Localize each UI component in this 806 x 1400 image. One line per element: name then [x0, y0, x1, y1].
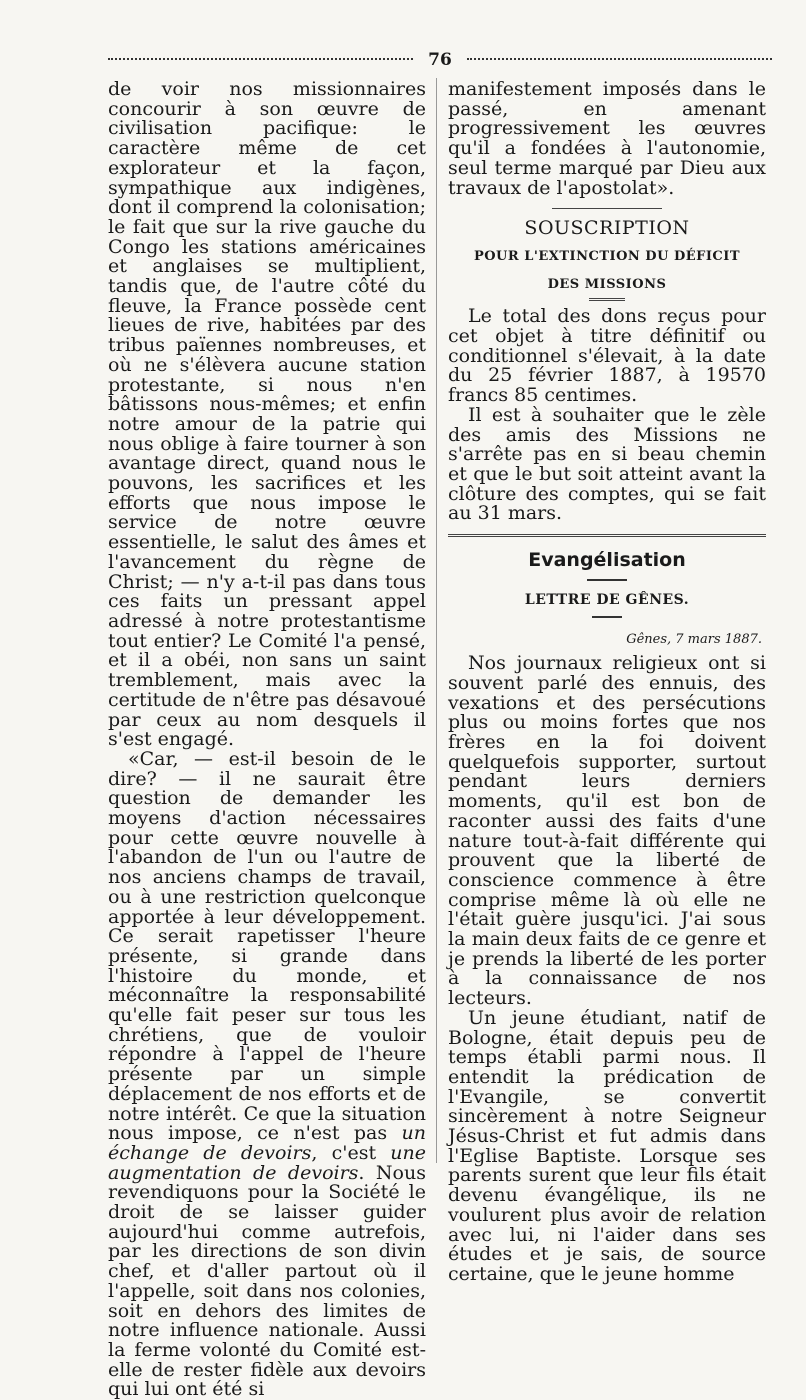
souscription-subtitle-1: POUR L'EXTINCTION DU DÉFICIT [473, 248, 741, 264]
souscription-paragraph-1: Le total des dons reçus pour cet objet à titre définitif ou conditionnel s'élevait, à la date du 25 février 1887, à 19570 francs 85 centimes. [448, 305, 766, 407]
left-column [108, 80, 426, 1400]
left-paragraph-2-part-c: . Nous revendiquons pour la Société le droit de se laisser guider aujourd'hui comme autrefois, par les directions de son divin chef, et d'aller partout où il l'appelle, soit dans nos colonies, soit en dehors des limites de notre influence nationale. Aussi la ferme volonté du Comité est-elle de rester fidèle aux devoirs qui lui ont été si [108, 1161, 426, 1400]
emphasis-augmentation: une augmentation de devoirs [108, 1141, 426, 1184]
left-paragraph-2 [108, 747, 426, 1400]
separator-dash-small [592, 616, 622, 618]
right-column [448, 80, 766, 1285]
letter-date: Gênes, 7 mars 1887. [626, 632, 762, 648]
separator-dash [587, 579, 627, 581]
column-divider [436, 78, 437, 1163]
right-paragraph-1: manifestement imposés dans le passé, en amenant progressivement les œuvres qu'il a fondées à l'autonomie, seul terme marqué par Dieu aux travaux de l'apostolat». [448, 78, 766, 199]
souscription-subtitle-2: DES MISSIONS [547, 276, 667, 292]
lettre-subtitle: LETTRE DE GÊNES. [524, 591, 690, 608]
souscription-paragraph-2: Il est à souhaiter que le zèle des amis des Missions ne s'arrête pas en si beau chemin et que le but soit atteint avant la clôture des comptes, qui se fait au 31 mars. [448, 403, 766, 525]
separator-double-short [589, 298, 625, 301]
section-separator [448, 534, 766, 537]
souscription-title: SOUSCRIPTION [524, 217, 690, 240]
separator-rule [552, 208, 662, 209]
left-paragraph-2-part-b: , c'est [311, 1141, 391, 1164]
header-rule-right [467, 58, 772, 66]
page-number: 76 [428, 50, 452, 70]
evangelisation-title: Evangélisation [528, 549, 686, 572]
evangelisation-paragraph-1: Nos journaux religieux ont si souvent parlé des ennuis, des vexations et des persécutions plus ou moins fortes que nos frères en la foi doivent quelquefois supporter, surtout pendant leurs derniers moments, qu'il est bon de raconter aussi des faits d'une nature tout-à-fait différente qui prouvent que la liberté de conscience commence à être comprise même là où elle ne l'était guère jusqu'ici. J'ai sous la main deux faits de ce genre et je prends la liberté de les porter à la connaissance de nos lecteurs. [448, 652, 766, 1010]
left-paragraph-1: de voir nos missionnaires concourir à son œuvre de civilisation pacifique: le caractère même de cet explorateur et la façon, sympathique aux indigènes, dont il comprend la colonisation; le fait que sur la rive gauche du Congo les stations américaines et anglaises se multiplient, tandis que, de l'autre côté du fleuve, la France possède cent lieues de rive, habitées par des tribus païennes nombreuses, et où ne s'élèvera aucune station protestante, si nous n'en bâtissons nous-mêmes; et enfin notre amour de la patrie qui nous oblige à faire tourner à son avantage direct, quand nous le pouvons, les sacrifices et les efforts que nous impose le service de notre œuvre essentielle, le salut des âmes et l'avancement du règne de Christ; — n'y a-t-il pas dans tous ces faits un pressant appel adressé à notre protestantisme tout entier? Le Comité l'a pensé, et il a obéi, non sans un saint tremblement, mais avec la certitude de n'être pas désavoué par ceux au nom desquels il s'est engagé. [108, 78, 426, 751]
page-header [108, 50, 772, 70]
evangelisation-paragraph-2: Un jeune étudiant, natif de Bologne, était depuis peu de temps établi parmi nous. Il entendit la prédication de l'Evangile, se convertit sincèrement à notre Seigneur Jésus-Christ et fut admis dans l'Eglise Baptiste. Lorsque ses parents surent que leur fils était devenu évangélique, ils ne voulurent plus avoir de relation avec lui, ni l'aider dans ses études et je sais, de source certaine, que le jeune homme [448, 1006, 766, 1285]
left-paragraph-2-part-a: «Car, — est-il besoin de le dire? — il ne saurait être question de demander les moyens d'action nécessaires pour cette œuvre nouvelle à l'abandon de l'un ou l'autre de nos anciens champs de travail, ou à une restriction quelconque apportée à leur développement. Ce serait rapetisser l'heure présente, si grande dans l'histoire du monde, et méconnaître la responsabilité qu'elle fait peser sur tous les chrétiens, que de vouloir répondre à l'appel de l'heure présente par un simple déplacement de nos efforts et de notre intérêt. Ce que la situation nous impose, ce n'est pas [108, 747, 426, 1145]
emphasis-echange: un échange de devoirs [108, 1122, 426, 1164]
header-rule-left [108, 58, 413, 66]
